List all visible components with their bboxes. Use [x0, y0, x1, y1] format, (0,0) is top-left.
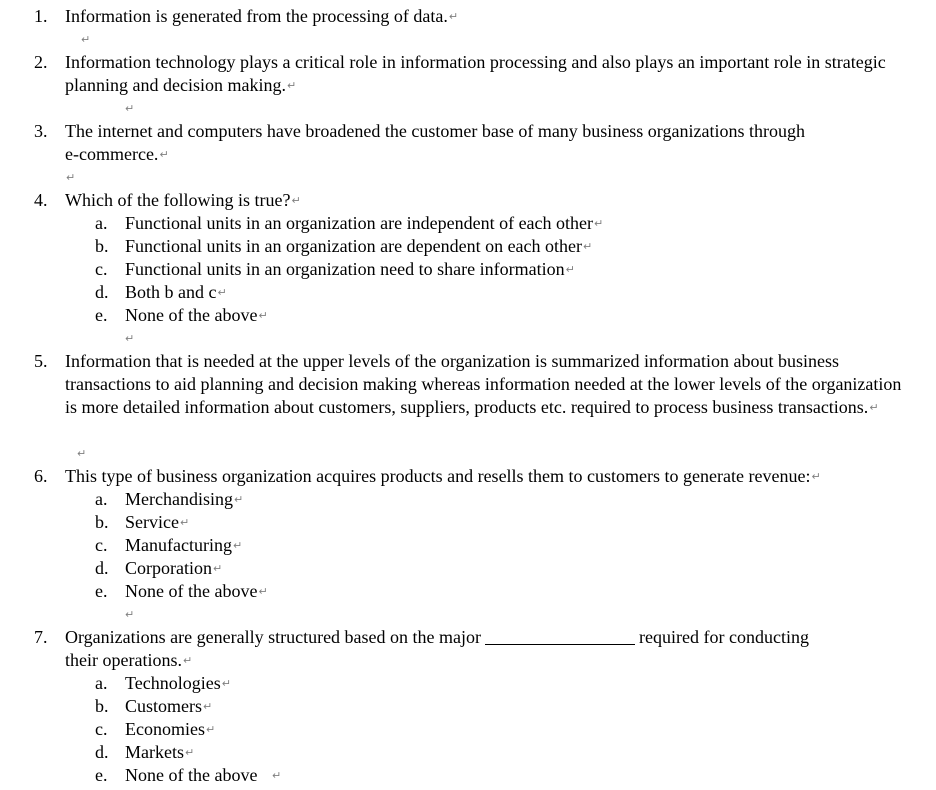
- question-number: 6.: [34, 466, 48, 486]
- option-text: Functional units in an organization are dependent on each other: [125, 236, 583, 256]
- question-text-after-blank: required for conducting: [639, 627, 809, 647]
- paragraph-mark-icon: ↵: [125, 332, 135, 345]
- option-text: Technologies: [125, 673, 221, 693]
- option-text: Manufacturing: [125, 535, 232, 555]
- question-number: 7.: [34, 627, 48, 647]
- question-number: 4.: [34, 190, 48, 210]
- option-text: Functional units in an organization are independent of each other: [125, 213, 594, 233]
- option-text: Customers: [125, 696, 203, 716]
- option-item: [0, 718, 936, 741]
- option-letter: b.: [95, 512, 109, 532]
- paragraph-mark-icon: ↵: [182, 654, 193, 667]
- option-letter: d.: [95, 558, 109, 578]
- paragraph-mark-icon: ↵: [271, 769, 282, 782]
- option-text: None of the above: [125, 305, 258, 325]
- paragraph-mark-icon: ↵: [125, 102, 135, 115]
- option-item: [0, 258, 936, 281]
- option-letter: c.: [95, 259, 108, 279]
- paragraph-mark-icon: ↵: [233, 493, 244, 506]
- paragraph-mark-icon: ↵: [258, 585, 268, 598]
- question-number: 5.: [34, 351, 48, 371]
- paragraph-mark-icon: ↵: [291, 194, 301, 207]
- options-list: [0, 672, 936, 787]
- paragraph-mark-icon: ↵: [179, 516, 190, 529]
- option-item: [0, 511, 936, 534]
- paragraph-mark-icon: ↵: [81, 33, 91, 46]
- question-text: The internet and computers have broadened the customer base of many business organizations through: [65, 121, 805, 141]
- option-letter: b.: [95, 696, 109, 716]
- paragraph-mark-icon: ↵: [125, 608, 135, 621]
- paragraph-mark-icon: ↵: [565, 263, 575, 276]
- option-item: [0, 534, 936, 557]
- option-letter: e.: [95, 305, 108, 325]
- question-number: 2.: [34, 52, 48, 72]
- option-letter: e.: [95, 765, 108, 785]
- option-item: [0, 281, 936, 304]
- option-item: [0, 557, 936, 580]
- option-text: Markets: [125, 742, 184, 762]
- option-letter: c.: [95, 719, 108, 739]
- paragraph-mark-icon: ↵: [594, 217, 604, 230]
- option-letter: b.: [95, 236, 109, 256]
- option-text: Both b and c: [125, 282, 217, 302]
- paragraph-mark-icon: ↵: [203, 700, 213, 713]
- question-text-continued: their operations.: [65, 650, 182, 670]
- option-letter: a.: [95, 213, 108, 233]
- paragraph-mark-icon: ↵: [77, 447, 87, 460]
- option-letter: d.: [95, 742, 109, 762]
- question-text: Organizations are generally structured based on the major: [65, 627, 482, 647]
- question-number: 3.: [34, 121, 48, 141]
- paragraph-mark-icon: ↵: [184, 746, 195, 759]
- paragraph-mark-icon: ↵: [205, 723, 216, 736]
- paragraph-mark-icon: ↵: [811, 470, 821, 483]
- question-number: 1.: [34, 6, 48, 26]
- paragraph-mark-icon: ↵: [869, 401, 879, 414]
- option-item: [0, 764, 936, 787]
- option-letter: a.: [95, 489, 108, 509]
- option-item: [0, 672, 936, 695]
- paragraph-mark-icon: ↵: [232, 539, 243, 552]
- paragraph-mark-icon: ↵: [286, 79, 297, 92]
- paragraph-mark-icon: ↵: [217, 286, 227, 299]
- option-item: [0, 695, 936, 718]
- option-text: Service: [125, 512, 179, 532]
- question-text: This type of business organization acquires products and resells them to customers to generate revenue:: [65, 466, 811, 486]
- option-item: [0, 235, 936, 258]
- paragraph-mark-icon: ↵: [213, 562, 223, 575]
- option-text: None of the above: [125, 581, 258, 601]
- paragraph-mark-icon: ↵: [258, 309, 268, 322]
- question-text: Information is generated from the processing of data.: [65, 6, 448, 26]
- question-text: Which of the following is true?: [65, 190, 291, 210]
- option-letter: a.: [95, 673, 108, 693]
- option-letter: c.: [95, 535, 108, 555]
- paragraph-mark-icon: ↵: [221, 677, 231, 690]
- option-item: [0, 580, 936, 603]
- option-letter: d.: [95, 282, 109, 302]
- question-text: Information technology plays a critical role in information processing and also plays an important role in strategic planning and decision making.: [65, 52, 886, 95]
- paragraph-mark-icon: ↵: [66, 171, 76, 184]
- paragraph-mark-icon: ↵: [448, 10, 459, 23]
- option-letter: e.: [95, 581, 108, 601]
- paragraph-mark-icon: ↵: [583, 240, 593, 253]
- option-item: [0, 741, 936, 764]
- option-item: [0, 212, 936, 235]
- options-list: [0, 212, 936, 327]
- fill-in-blank: [485, 629, 635, 645]
- paragraph-mark-icon: ↵: [159, 148, 169, 161]
- option-text: Economies: [125, 719, 205, 739]
- option-text: None of the above: [125, 765, 262, 785]
- options-list: [0, 488, 936, 603]
- question-text: Information that is needed at the upper levels of the organization is summarized information about business transactions to aid planning and decision making whereas information needed at the lower levels of the organization is more detailed information about customers, suppliers, products etc. required to process business transactions.: [65, 351, 902, 417]
- option-item: [0, 304, 936, 327]
- question-text-continued: e-commerce.: [65, 144, 159, 164]
- option-item: [0, 488, 936, 511]
- option-text: Corporation: [125, 558, 212, 578]
- option-text: Merchandising: [125, 489, 233, 509]
- option-text: Functional units in an organization need to share information: [125, 259, 565, 279]
